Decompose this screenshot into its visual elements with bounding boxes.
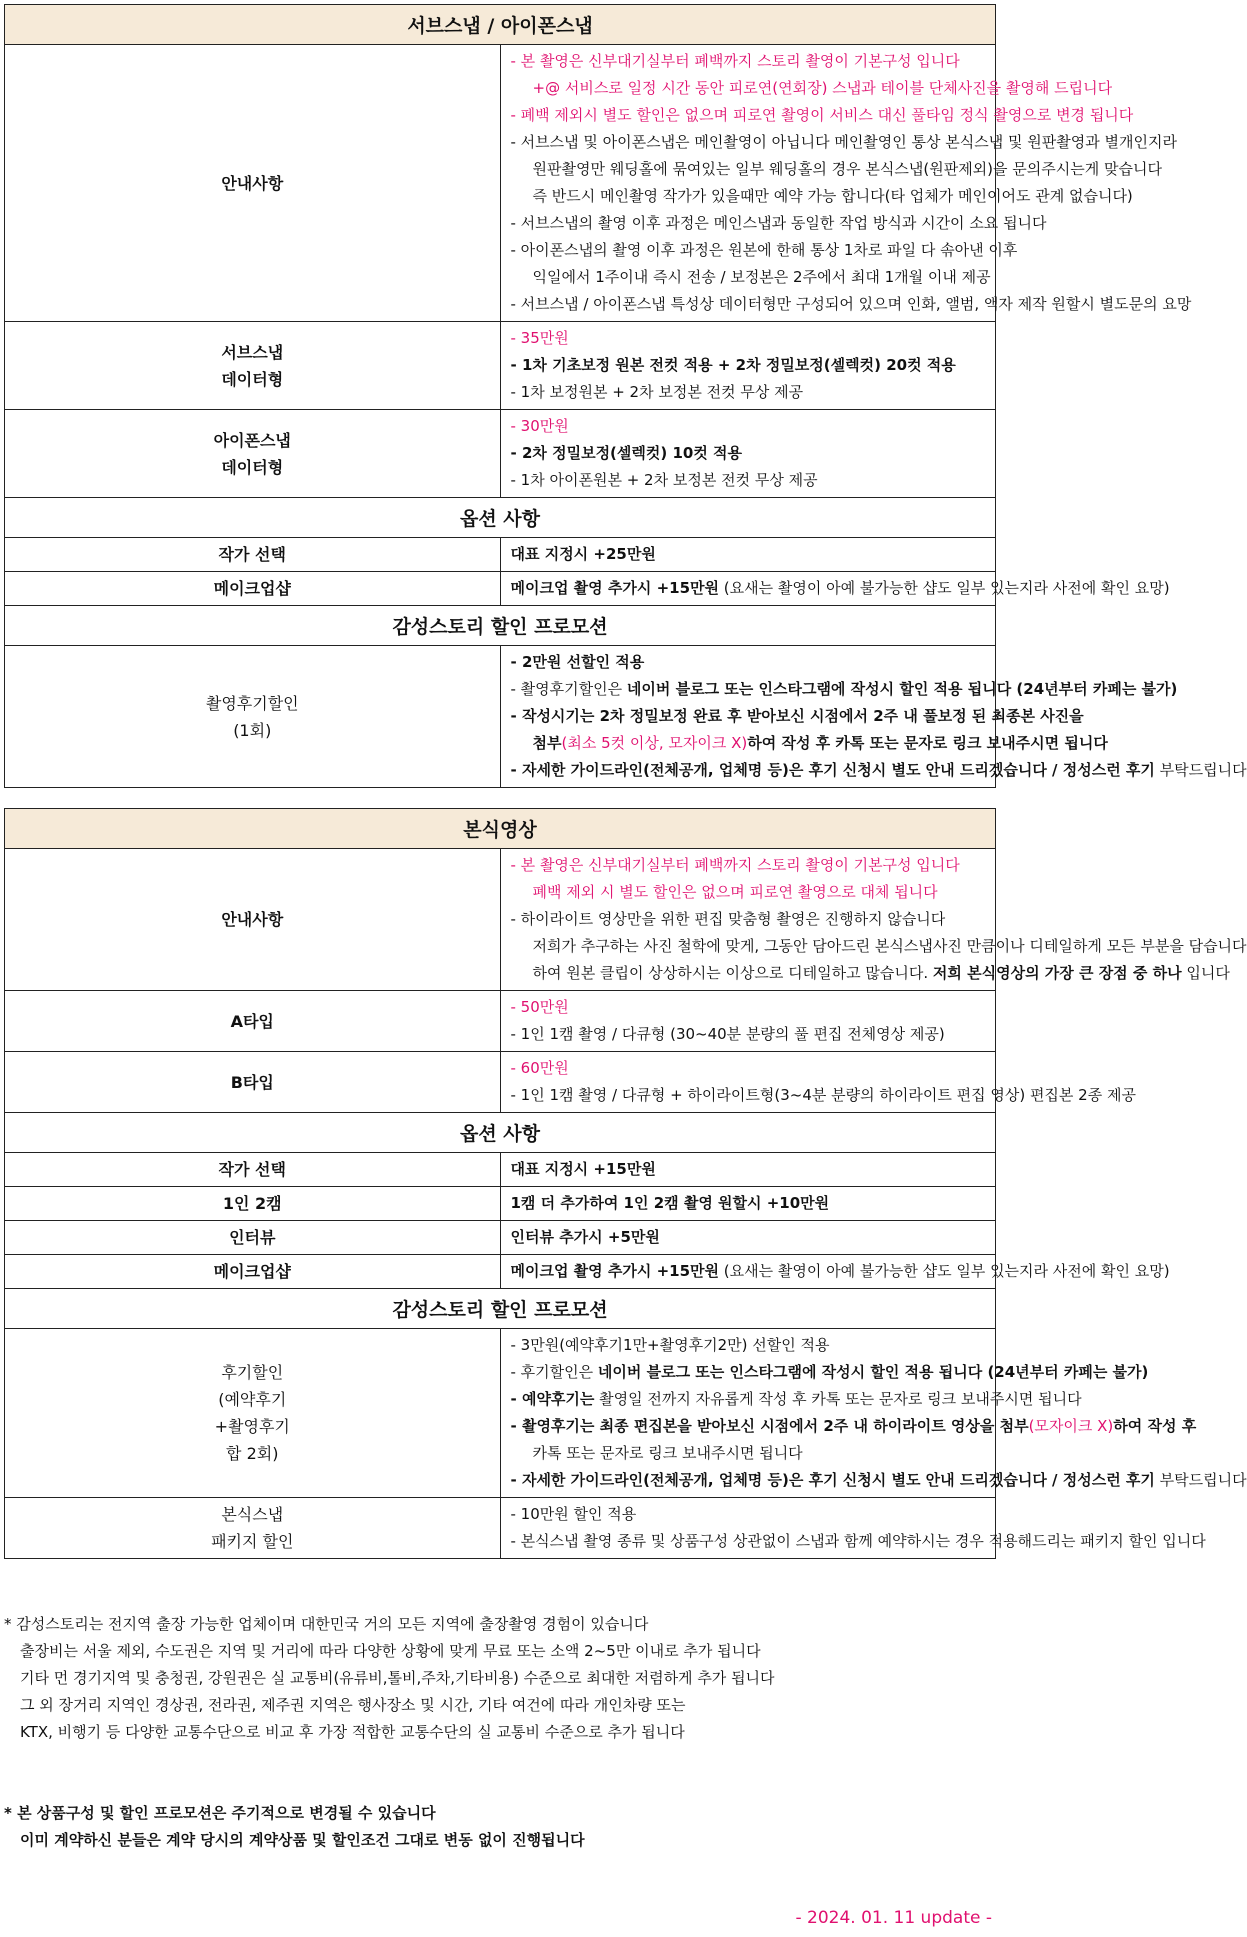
row-label xyxy=(5,646,501,788)
notice-line: - 본 촬영은 신부대기실부터 폐백까지 스토리 촬영이 기본구성 입니다 xyxy=(510,52,960,70)
price: - 60만원 xyxy=(510,1059,569,1077)
option-text: 대표 지정시 +25만원 xyxy=(510,545,656,563)
row-label: 인터뷰 xyxy=(5,1221,501,1255)
promo-line: - 2만원 선할인 적용 xyxy=(510,653,645,671)
option-makeup-row xyxy=(5,572,996,606)
notice-row xyxy=(5,849,996,991)
notice-content xyxy=(500,849,1247,991)
notice-line: +@ 서비스로 일정 시간 동안 피로연(연회장) 스냅과 테이블 단체사진을 촬영해 드립니다 xyxy=(532,79,1113,97)
promo-content xyxy=(500,646,1247,788)
sub-snap-row xyxy=(5,322,996,410)
promo-line: 하여 작성 후 카톡 또는 문자로 링크 보내주시면 됩니다 xyxy=(747,734,1108,752)
options-title: 옵션 사항 xyxy=(5,498,996,538)
promo-line-bold: 네이버 블로그 또는 인스타그램에 작성시 할인 적용 됩니다 (24년부터 카페는 불가) xyxy=(626,680,1178,698)
policy-notes xyxy=(4,1800,585,1854)
label-line: 촬영후기할인 xyxy=(205,693,299,713)
promo-title: 감성스토리 할인 프로모션 xyxy=(5,1289,996,1329)
footnote-line: * 본 상품구성 및 할인 프로모션은 주기적으로 변경될 수 있습니다 xyxy=(4,1804,436,1822)
option-text: 1캠 더 추가하여 1인 2캠 촬영 원할시 +10만원 xyxy=(510,1194,830,1212)
notice-line: 저희가 추구하는 사진 철학에 맞게, 그동안 담아드린 본식스냅사진 만큼이나 디테일하게 모든 부분을 담습니다 xyxy=(532,937,1247,955)
notice-line: - 폐백 제외시 별도 할인은 없으며 피로연 촬영이 서비스 대신 풀타임 정식 촬영으로 변경 됩니다 xyxy=(510,106,1134,124)
promo-line: - 자세한 가이드라인(전체공개, 업체명 등)은 후기 신청시 별도 안내 드리겠습니다 / 정성스런 후기 xyxy=(510,761,1155,779)
section-title: 본식영상 xyxy=(5,809,996,849)
footnote-line: 이미 계약하신 분들은 계약 당시의 계약상품 및 할인조건 그대로 변동 없이 진행됩니다 xyxy=(20,1831,585,1849)
notice-content xyxy=(500,45,1192,322)
label-line: +촬영후기 xyxy=(214,1417,290,1436)
promo-line-bold: - 예약후기는 xyxy=(510,1390,595,1408)
label-line: (1회) xyxy=(233,720,272,740)
promo-line: - 작성시기는 2차 정밀보정 완료 후 받아보신 시점에서 2주 내 풀보정 된 최종본 사진을 xyxy=(510,707,1084,725)
row-label xyxy=(5,322,501,410)
notice-line: - 본 촬영은 신부대기실부터 폐백까지 스토리 촬영이 기본구성 입니다 xyxy=(510,856,960,874)
notice-line: - 서브스냅 / 아이폰스냅 특성상 데이터형만 구성되어 있으며 인화, 앨범, 액자 제작 원할시 별도문의 요망 xyxy=(510,295,1192,313)
label-line: 패키지 할인 xyxy=(211,1532,294,1551)
row-label: B타입 xyxy=(5,1052,501,1113)
notice-line: 입니다 xyxy=(1181,964,1230,982)
option-text: 대표 지정시 +15만원 xyxy=(510,1160,656,1178)
option-text: 메이크업 촬영 추가시 +15만원 xyxy=(510,1262,719,1280)
notice-line: 폐백 제외 시 별도 할인은 없으며 피로연 촬영으로 대체 됩니다 xyxy=(532,883,938,901)
promo-line: - 촬영후기할인은 xyxy=(510,680,627,698)
promo-line-bold: 네이버 블로그 또는 인스타그램에 작성시 할인 적용 됩니다 (24년부터 카페는 불가) xyxy=(597,1363,1149,1381)
promo-line: - 자세한 가이드라인(전체공개, 업체명 등)은 후기 신청시 별도 안내 드리겠습니다 / 정성스런 후기 xyxy=(510,1471,1155,1489)
review-discount-row xyxy=(5,1329,996,1498)
row-label: 작가 선택 xyxy=(5,1153,501,1187)
option-text: 인터뷰 추가시 +5만원 xyxy=(510,1228,660,1246)
notice-line: - 하이라이트 영상만을 위한 편집 맞춤형 촬영은 진행하지 않습니다 xyxy=(510,910,946,928)
row-label xyxy=(5,1498,501,1559)
promo-line: - 본식스냅 촬영 종류 및 상품구성 상관없이 스냅과 함께 예약하시는 경우 적용해드리는 패키지 할인 입니다 xyxy=(510,1532,1206,1550)
row-label xyxy=(5,410,501,498)
main-video-table xyxy=(4,808,1247,1559)
row-label: A타입 xyxy=(5,991,501,1052)
footnote-line: 출장비는 서울 제외, 수도권은 지역 및 거리에 따라 다양한 상황에 맞게 무료 또는 소액 2~5만 이내로 추가 됩니다 xyxy=(20,1642,761,1660)
option-makeup-row xyxy=(5,1255,996,1289)
footnote-line: 기타 먼 경기지역 및 충청권, 강원권은 실 교통비(유류비,톨비,주차,기타비용) 수준으로 최대한 저렴하게 추가 됩니다 xyxy=(20,1669,775,1687)
detail-line: - 2차 정밀보정(셀렉컷) 10컷 적용 xyxy=(510,444,743,462)
label-line: 후기할인 xyxy=(221,1363,284,1382)
price: - 50만원 xyxy=(510,998,569,1016)
footnote-line: 그 외 장거리 지역인 경상권, 전라권, 제주권 지역은 행사장소 및 시간, 기타 여건에 따라 개인차량 또는 xyxy=(20,1696,686,1714)
option-2cam-row xyxy=(5,1187,996,1221)
promo-line: 부탁드립니다 xyxy=(1154,761,1247,779)
promo-line: 하여 작성 후 xyxy=(1113,1417,1197,1435)
row-label: 안내사항 xyxy=(5,45,501,322)
label-line: 서브스냅 xyxy=(221,342,284,362)
row-label: 안내사항 xyxy=(5,849,501,991)
label-line: 아이폰스냅 xyxy=(213,430,291,450)
label-line: 본식스냅 xyxy=(221,1505,284,1524)
notice-row xyxy=(5,45,996,322)
promo-title: 감성스토리 할인 프로모션 xyxy=(5,606,996,646)
option-note: (요새는 촬영이 아예 불가능한 샵도 일부 있는지라 사전에 확인 요망) xyxy=(719,579,1170,597)
promo-line: 부탁드립니다 xyxy=(1154,1471,1247,1489)
detail-line: - 1차 아이폰원본 + 2차 보정본 전컷 무상 제공 xyxy=(510,471,818,489)
footnote-line: * 감성스토리는 전지역 출장 가능한 업체이며 대한민국 거의 모든 지역에 출장촬영 경험이 있습니다 xyxy=(4,1615,649,1633)
section-title: 서브스냅 / 아이폰스냅 xyxy=(5,5,996,45)
travel-notes xyxy=(4,1611,775,1746)
row-label: 메이크업샵 xyxy=(5,572,501,606)
notice-line: - 서브스냅의 촬영 이후 과정은 메인스냅과 동일한 작업 방식과 시간이 소요 됩니다 xyxy=(510,214,1047,232)
update-date: - 2024. 01. 11 update - xyxy=(795,1908,992,1928)
promo-line: - 10만원 할인 적용 xyxy=(510,1505,637,1523)
promo-row xyxy=(5,646,996,788)
promo-line: - 후기할인은 xyxy=(510,1363,598,1381)
iphone-snap-content xyxy=(500,410,996,498)
notice-line: - 서브스냅 및 아이폰스냅은 메인촬영이 아닙니다 메인촬영인 통상 본식스냅 및 원판촬영과 별개인지라 xyxy=(510,133,1177,151)
notice-line: 익일에서 1주이내 즉시 전송 / 보정본은 2주에서 최대 1개월 이내 제공 xyxy=(532,268,991,286)
option-author-row xyxy=(5,538,996,572)
promo-highlight: (모자이크 X) xyxy=(1028,1417,1114,1435)
notice-line: - 아이폰스냅의 촬영 이후 과정은 원본에 한해 통상 1차로 파일 다 솎아낸 이후 xyxy=(510,241,1018,259)
promo-line: - 촬영후기는 최종 편집본을 받아보신 시점에서 2주 내 하이라이트 영상을 첨부 xyxy=(510,1417,1029,1435)
promo-line: - 3만원(예약후기1만+촬영후기2만) 선할인 적용 xyxy=(510,1336,830,1354)
footnote-line: KTX, 비행기 등 다양한 교통수단으로 비교 후 가장 적합한 교통수단의 실 교통비 수준으로 추가 됩니다 xyxy=(20,1723,685,1741)
row-label: 작가 선택 xyxy=(5,538,501,572)
promo-line: 촬영일 전까지 자유롭게 작성 후 카톡 또는 문자로 링크 보내주시면 됩니다 xyxy=(594,1390,1082,1408)
sub-snap-content xyxy=(500,322,996,410)
option-text: 메이크업 촬영 추가시 +15만원 xyxy=(510,579,719,597)
package-content xyxy=(500,1498,1206,1559)
package-discount-row xyxy=(5,1498,996,1559)
promo-line: 카톡 또는 문자로 링크 보내주시면 됩니다 xyxy=(532,1444,803,1462)
detail-line: - 1인 1캠 촬영 / 다큐형 (30~40분 분량의 풀 편집 전체영상 제공) xyxy=(510,1025,945,1043)
sub-snap-table xyxy=(4,4,1247,788)
label-line: 합 2회) xyxy=(226,1444,279,1463)
row-label xyxy=(5,1329,501,1498)
option-author-row xyxy=(5,1153,996,1187)
label-line: 데이터형 xyxy=(221,369,284,389)
notice-line: 원판촬영만 웨딩홀에 묶여있는 일부 웨딩홀의 경우 본식스냅(원판제외)을 문의주시는게 맞습니다 xyxy=(532,160,1162,178)
options-title: 옵션 사항 xyxy=(5,1113,996,1153)
detail-line: - 1차 기초보정 원본 전컷 적용 + 2차 정밀보정(셀렉컷) 20컷 적용 xyxy=(510,356,956,374)
row-label: 1인 2캠 xyxy=(5,1187,501,1221)
promo-line: 첨부 xyxy=(532,734,562,752)
detail-line: - 1차 보정원본 + 2차 보정본 전컷 무상 제공 xyxy=(510,383,804,401)
notice-line: 즉 반드시 메인촬영 작가가 있을때만 예약 가능 합니다(타 업체가 메인이어도 관계 없습니다) xyxy=(532,187,1133,205)
label-line: (예약후기 xyxy=(218,1390,287,1409)
type-b-row xyxy=(5,1052,996,1113)
detail-line: - 1인 1캠 촬영 / 다큐형 + 하이라이트형(3~4분 분량의 하이라이트 편집 영상) 편집본 2종 제공 xyxy=(510,1086,1136,1104)
iphone-snap-row xyxy=(5,410,996,498)
price: - 35만원 xyxy=(510,329,569,347)
promo-highlight: (최소 5컷 이상, 모자이크 X) xyxy=(561,734,748,752)
option-note: (요새는 촬영이 아예 불가능한 샵도 일부 있는지라 사전에 확인 요망) xyxy=(719,1262,1170,1280)
row-label: 메이크업샵 xyxy=(5,1255,501,1289)
option-interview-row xyxy=(5,1221,996,1255)
review-content xyxy=(500,1329,1247,1498)
price: - 30만원 xyxy=(510,417,569,435)
notice-line-bold: 저희 본식영상의 가장 큰 장점 중 하나 xyxy=(932,964,1182,982)
type-a-row xyxy=(5,991,996,1052)
label-line: 데이터형 xyxy=(221,457,284,477)
notice-line: 하여 원본 클립이 상상하시는 이상으로 디테일하고 많습니다. xyxy=(532,964,933,982)
